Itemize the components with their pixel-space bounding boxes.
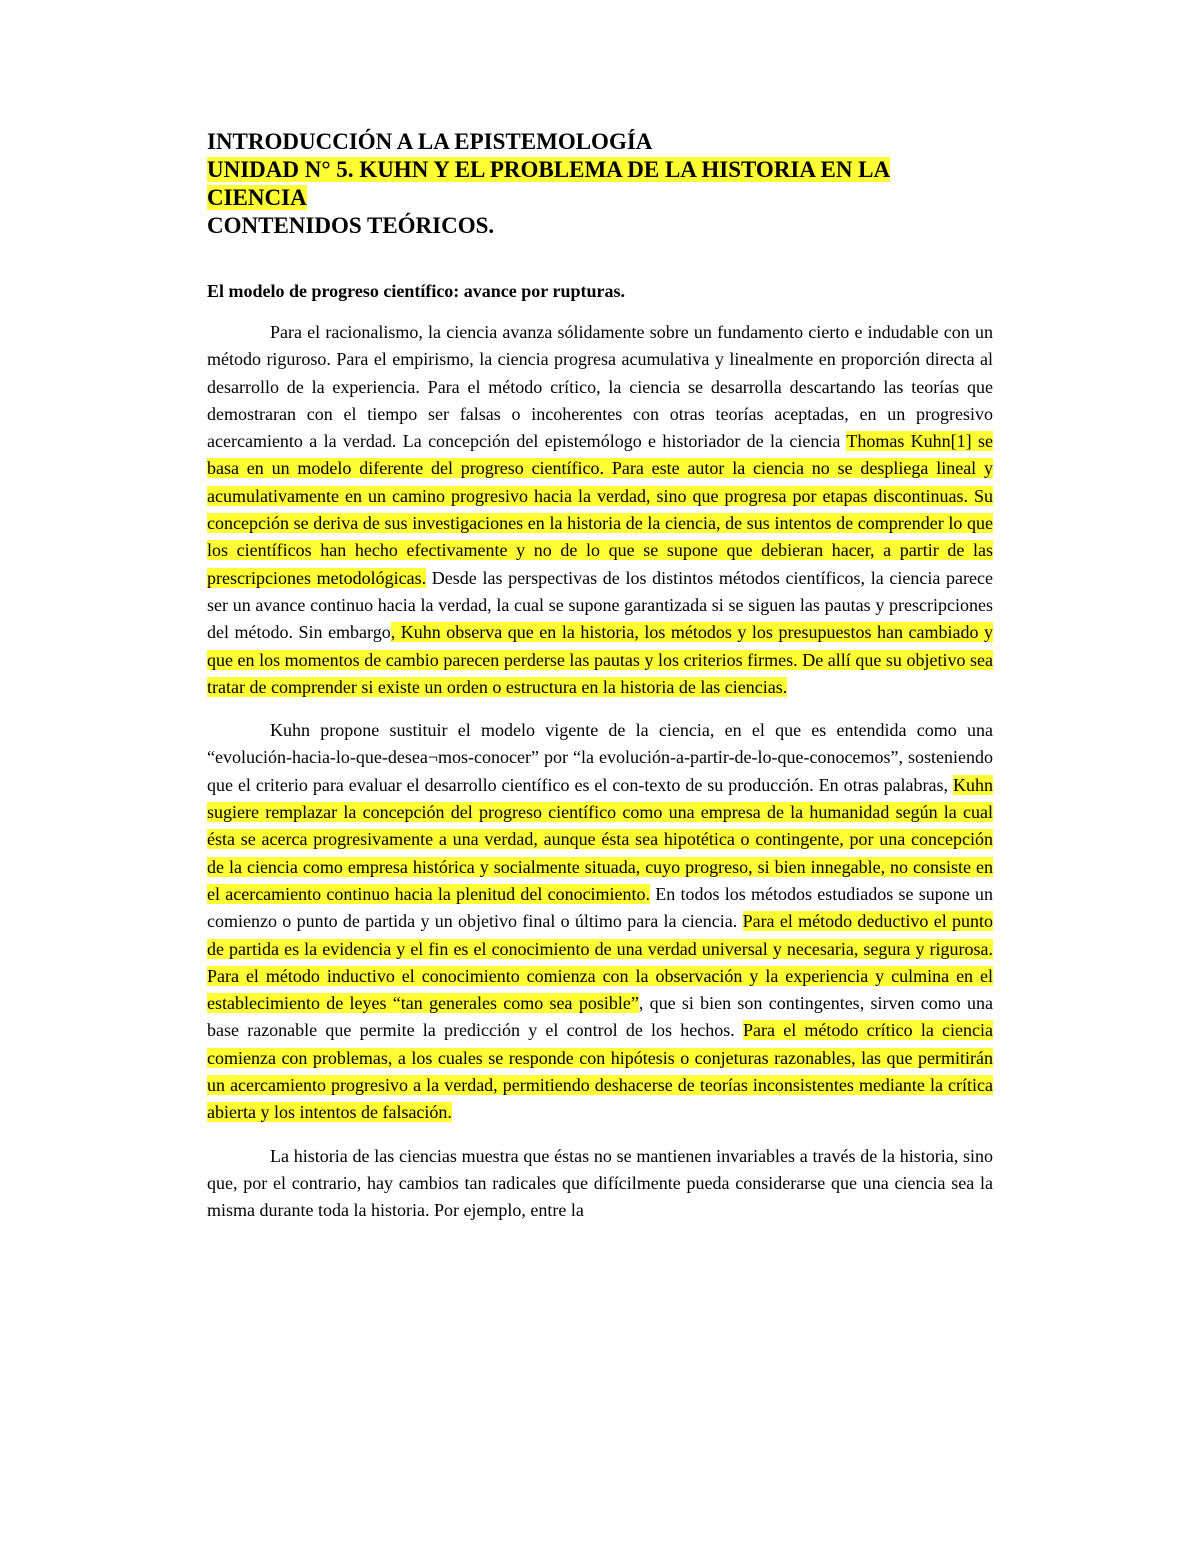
paragraph-1-text-b: Desde las perspectivas de los distintos métodos científicos, la ciencia parece ser un avance continuo hacia la verdad, la cual se supone garantizada si se siguen las pautas y prescripciones del método. Sin embargo (207, 567, 993, 643)
section-title: El modelo de progreso científico: avance por rupturas. (207, 281, 625, 301)
paragraph-1-text-a: Para el racionalismo, la ciencia avanza sólidamente sobre un fundamento cierto e indudable con un método riguroso. Para el empirismo, la ciencia progresa acumulativa y linealmente en proporción directa al desarrollo de la experiencia. Para el método crítico, la ciencia se desarrolla descartando las teorías que demostraran con el tiempo ser falsas o incoherentes con otras teorías aceptadas, en un progresivo acercamiento a la verdad. La concepción del epistemólogo e historiador de la ciencia (207, 322, 993, 452)
paragraph-1 (207, 319, 993, 701)
paragraph-2-text-c: , que si bien son contingentes, sirven como una base razonable que permite la predicción y el control de los hechos. (207, 993, 994, 1041)
paragraph-2-highlight-b: Para el método deductivo el punto de partida es la evidencia y el fin es el conocimiento de una verdad universal y necesaria, segura y rigurosa. Para el método inductivo el conocimiento comienza con la observación y la experiencia y culmina en el establecimiento de leyes “tan generales como sea posible” (207, 911, 994, 1014)
paragraph-3: La historia de las ciencias muestra que éstas no se mantienen invariables a través de la historia, sino que, por el contrario, hay cambios tan radicales que difícilmente pueda considerarse que una ciencia sea la misma durante toda la historia. Por ejemplo, entre la (207, 1145, 993, 1221)
paragraph-2-highlight-a: Kuhn sugiere remplazar la concepción del progreso científico como una empresa de la humanidad según la cual ésta se acerca progresivamente a una verdad, aunque ésta sea hipotética o contingente, por una concepción de la ciencia como empresa histórica y socialmente situada, cuyo progreso, si bien innegable, no consiste en el acercamiento continuo hacia la plenitud del conocimiento. (207, 774, 993, 904)
paragraph-2-text-b: En todos los métodos estudiados se supone un comienzo o punto de partida y un objetivo final o último para la ciencia. (207, 883, 994, 932)
paragraph-2-text-a: Kuhn propone sustituir el modelo vigente de la ciencia, en el que es entendida como una “evolución-hacia-lo-que-desea¬mos-conocer” por “la evolución-a-partir-de-lo-que-conocemos”, sosteniendo que el criterio para evaluar el desarrollo científico es el con-texto de su producción. En otras palabras, (207, 720, 993, 795)
unit-title: UNIDAD N° 5. KUHN Y EL PROBLEMA DE LA HISTORIA EN LA CIENCIA (207, 157, 891, 210)
paragraph-1-highlight-b: , Kuhn observa que en la historia, los métodos y los presupuestos han cambiado y que en los momentos de cambio parecen perderse las pautas y los criterios firmes. De allí que su objetivo sea tratar de comprender si existe un orden o estructura en la historia de las ciencias. (207, 622, 993, 697)
course-title: INTRODUCCIÓN A LA EPISTEMOLOGÍA (207, 129, 653, 154)
paragraph-2-highlight-c: Para el método crítico la ciencia comienza con problemas, a los cuales se responde con hipótesis o conjeturas razonables, las que permitirán un acercamiento progresivo a la verdad, permitiendo deshacerse de teorías inconsistentes mediante la crítica abierta y los intentos de falsación. (207, 1020, 994, 1123)
paragraph-1-highlight-a: Thomas Kuhn[1] se basa en un modelo diferente del progreso científico. Para este autor la ciencia no se despliega lineal y acumulativamente en un camino progresivo hacia la verdad, sino que progresa por etapas discontinuas. Su concepción se deriva de sus investigaciones en la historia de la ciencia, de sus intentos de comprender lo que los científicos han hecho efectivamente y no de lo que se supone que debieran hacer, a partir de las prescripciones metodológicas. (207, 431, 993, 588)
contents-title: CONTENIDOS TEÓRICOS. (207, 213, 495, 238)
document-heading (207, 128, 993, 240)
paragraph-2 (207, 717, 993, 1126)
